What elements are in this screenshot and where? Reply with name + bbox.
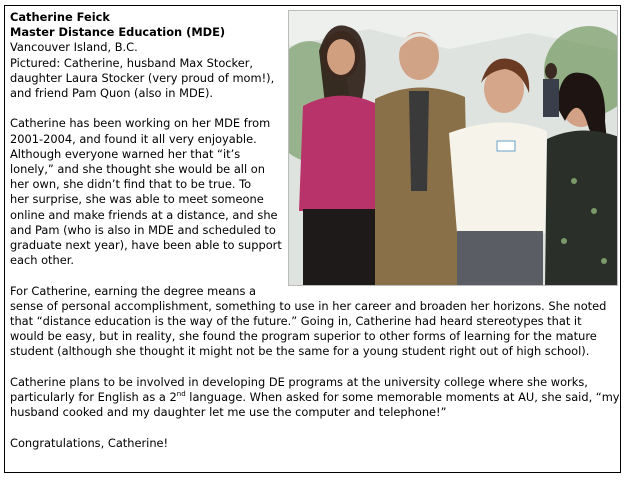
paragraph1-line: her own, she didn’t find that to be true. To: [10, 177, 252, 192]
group-photo: [288, 10, 618, 286]
paragraph2-line: would be easy, but in reality, she found the program superior to other forms of learning for the mature: [10, 329, 597, 344]
floral-dot: [591, 208, 597, 214]
closing-line: Congratulations, Catherine!: [10, 435, 169, 450]
caption-line: and friend Pam Quon (also in MDE).: [10, 86, 214, 100]
floral-dot: [571, 178, 577, 184]
dark-floral-top: [545, 130, 618, 286]
background-person-head: [545, 63, 557, 79]
paragraph1-line: graduate next year), have been able to support: [10, 238, 282, 252]
shirt: [409, 91, 429, 191]
paragraph2-line: sense of personal accomplishment, something to use in her career and broaden her horizons. She noted: [10, 298, 607, 313]
paragraph1-line: online and make friends at a distance, and she: [10, 207, 278, 222]
paragraph2-line: student (although she thought it might not be the same for a young student right out of high school).: [10, 344, 590, 359]
paragraph1-line: 2001-2004, and found it all very enjoyable.: [10, 131, 257, 146]
paragraph2-line: For Catherine, earning the degree means a: [10, 283, 256, 298]
background-person-body: [543, 79, 559, 117]
paragraph3-line: husband cooked and my daughter let me use the computer and telephone!”: [10, 405, 447, 420]
paragraph1-line: her surprise, she was able to meet someone: [10, 192, 264, 207]
program-name: Master Distance Education (MDE): [10, 25, 226, 40]
paragraph2-line: that “distance education is the way of the future.” Going in, Catherine had heard stereotypes that it: [10, 314, 582, 328]
location: Vancouver Island, B.C.: [10, 40, 138, 55]
person-name: Catherine Feick: [10, 10, 110, 24]
paragraph1-line: each other.: [10, 253, 75, 268]
caption-line: daughter Laura Stocker (very proud of mom!),: [10, 70, 275, 85]
paragraph3-line2-end: language. When asked for some memorable moments at AU, she said, “my: [185, 390, 620, 404]
name-badge: [497, 141, 515, 151]
face-1-inner: [327, 39, 355, 75]
floral-dot: [601, 258, 607, 264]
paragraph3-line: Catherine plans to be involved in developing DE programs at the university college where she works,: [10, 374, 588, 389]
white-top: [449, 122, 547, 233]
caption-line: Pictured: Catherine, husband Max Stocker,: [10, 55, 254, 70]
patterned-skirt: [457, 231, 543, 286]
paragraph3-line: [10, 390, 620, 405]
floral-dot: [561, 238, 567, 244]
paragraph1-line: Catherine has been working on her MDE from: [10, 116, 271, 131]
paragraph1-line: lonely,” and she thought she would be all on: [10, 162, 265, 176]
group-photo-icon: [289, 11, 618, 286]
paragraph1-line: and Pam (who is also in MDE and scheduled to: [10, 222, 276, 237]
pink-top: [299, 96, 381, 211]
dark-skirt: [303, 209, 379, 286]
ordinal-suffix: nd: [176, 390, 186, 399]
paragraph1-line: Although everyone warned her that “it’s: [10, 146, 241, 161]
paragraph3-line2-start: particularly for English as a 2: [10, 390, 177, 404]
